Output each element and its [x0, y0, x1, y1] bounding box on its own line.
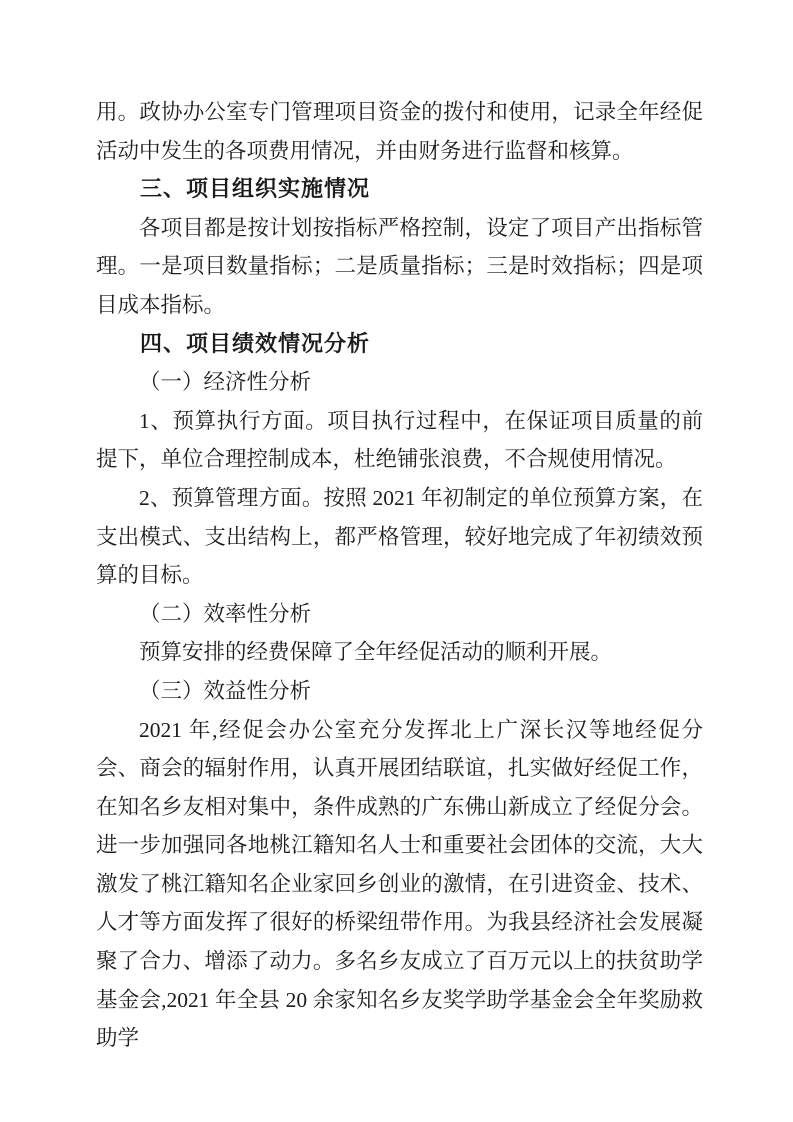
paragraph: 1、预算执行方面。项目执行过程中，在保证项目质量的前提下，单位合理控制成本，杜绝铺张浪费，不合规使用情况。: [96, 408, 703, 472]
paragraph: 2、预算管理方面。按照 2021 年初制定的单位预算方案，在支出模式、支出结构上，都严格管理，较好地完成了年初绩效预算的目标。: [96, 485, 703, 588]
section-heading: 四、项目绩效情况分析: [140, 330, 371, 356]
sub-heading: （三）效益性分析: [139, 678, 312, 703]
paragraph: 用。政协办公室专门管理项目资金的拨付和使用，记录全年经促活动中发生的各项费用情况，并由财务进行监督和核算。: [96, 100, 703, 163]
section-heading: 三、项目组织实施情况: [140, 176, 371, 202]
sub-heading: （一）经济性分析: [139, 370, 312, 395]
document-content: [96, 93, 703, 1058]
paragraph: 2021 年,经促会办公室充分发挥北上广深长汉等地经促分会、商会的辐射作用，认真开展团结联谊，扎实做好经促工作，在知名乡友相对集中，条件成熟的广东佛山新成立了经促分会。进一步加强同各地桃江籍知名人士和重要社会团体的交流，大大激发了桃江籍知名企业家回乡创业的激情，在引进资金、技术、人才等方面发挥了很好的桥梁纽带作用。为我县经济社会发展凝聚了合力、增添了动力。多名乡友成立了百万元以上的扶贫助学基金会,2021 年全县 20 余家知名乡友奖学助学基金会全年奖励救助学: [96, 717, 703, 1051]
paragraph: 预算安排的经费保障了全年经促活动的顺利开展。: [139, 640, 613, 665]
paragraph: 各项目都是按计划按指标严格控制，设定了项目产出指标管理。一是项目数量指标；二是质量指标；三是时效指标；四是项目成本指标。: [96, 215, 703, 317]
sub-heading: （二）效率性分析: [139, 601, 312, 626]
